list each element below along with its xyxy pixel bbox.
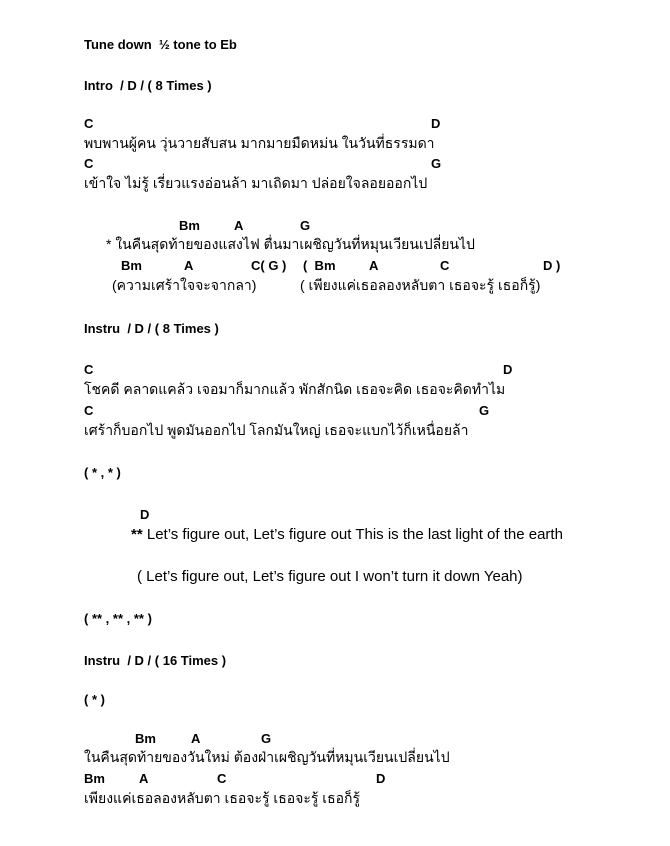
outro-chord: G bbox=[261, 731, 272, 746]
double-star-marker: ** bbox=[131, 526, 143, 543]
verse2-chord-c-2: C bbox=[84, 403, 94, 418]
verse2-lyric-1: โชคดี คลาดแคล้ว เจอมาก็มากแล้ว พักสักนิด เธอจะคิด เธอจะคิดทำไม bbox=[84, 381, 506, 397]
outro-lyric-1: ในคืนสุดท้ายของวันใหม่ ต้องฝ่าเผชิญวันที่หมุนเวียนเปลี่ยนไป bbox=[84, 749, 450, 765]
chorus-chord: Bm bbox=[121, 258, 142, 273]
outro-chord: Bm bbox=[135, 731, 156, 746]
chorus-chord: D ) bbox=[543, 258, 561, 273]
verse1-chord-g: G bbox=[431, 156, 442, 171]
chorus-lyric-1: * ในคืนสุดท้ายของแสงไฟ ตื่นมาเผชิญวันที่หมุนเวียนเปลี่ยนไป bbox=[106, 236, 475, 252]
intro-line: Intro / D / ( 8 Times ) bbox=[84, 78, 212, 93]
english-line-1 bbox=[131, 527, 563, 542]
instru-line-2: Instru / D / ( 16 Times ) bbox=[84, 653, 227, 668]
english-lyric-2: ( Let’s figure out, Let’s figure out I won’t turn it down Yeah) bbox=[137, 568, 523, 585]
verse1-lyric-2: เข้าใจ ไม่รู้ เรี่ยวแรงอ่อนล้า มาเถิดมา ปล่อยใจลอยออกไป bbox=[84, 175, 428, 191]
chorus-chord: G bbox=[300, 218, 311, 233]
verse1-lyric-1: พบพานผู้คน วุ่นวายสับสน มากมายมืดหม่น ในวันที่ธรรมดา bbox=[84, 135, 435, 151]
verse2-chord-d: D bbox=[503, 362, 513, 377]
chorus-chord: Bm bbox=[179, 218, 200, 233]
outro-chord: A bbox=[191, 731, 201, 746]
english-lyric-1: Let’s figure out, Let’s figure out This is the last light of the earth bbox=[142, 526, 563, 543]
repeat-marker-1: ( * , * ) bbox=[84, 465, 121, 480]
verse2-chord-c: C bbox=[84, 362, 94, 377]
outro-chord: D bbox=[376, 771, 386, 786]
verse1-chord-c-2: C bbox=[84, 156, 94, 171]
verse2-chord-g: G bbox=[479, 403, 490, 418]
chorus-lyric-2b: ( เพียงแค่เธอลองหลับตา เธอจะรู้ เธอก็รู้) bbox=[300, 277, 541, 293]
tuning-note: Tune down ½ tone to Eb bbox=[84, 37, 237, 52]
instru-line-1: Instru / D / ( 8 Times ) bbox=[84, 321, 219, 336]
english-chord-d: D bbox=[140, 507, 150, 522]
verse1-chord-d: D bbox=[431, 116, 441, 131]
chorus-lyric-2a: (ความเศร้าใจจะจากลา) bbox=[112, 277, 257, 293]
outro-lyric-2: เพียงแค่เธอลองหลับตา เธอจะรู้ เธอจะรู้ เธอก็รู้ bbox=[84, 790, 361, 806]
verse1-chord-c: C bbox=[84, 116, 94, 131]
outro-chord: C bbox=[217, 771, 227, 786]
chorus-chord: A bbox=[369, 258, 379, 273]
chorus-chord: A bbox=[234, 218, 244, 233]
repeat-marker-2: ( ** , ** , ** ) bbox=[84, 611, 152, 626]
outro-chord: Bm bbox=[84, 771, 105, 786]
chorus-chord: C( G ) bbox=[251, 258, 287, 273]
outro-chord: A bbox=[139, 771, 149, 786]
verse2-lyric-2: เศร้าก็บอกไป พูดมันออกไป โลกมันใหญ่ เธอจะแบกไว้ก็เหนื่อยล้า bbox=[84, 422, 469, 438]
chorus-chord: ( Bm bbox=[303, 258, 336, 273]
chorus-chord: A bbox=[184, 258, 194, 273]
repeat-marker-3: ( * ) bbox=[84, 692, 105, 707]
chorus-chord: C bbox=[440, 258, 450, 273]
